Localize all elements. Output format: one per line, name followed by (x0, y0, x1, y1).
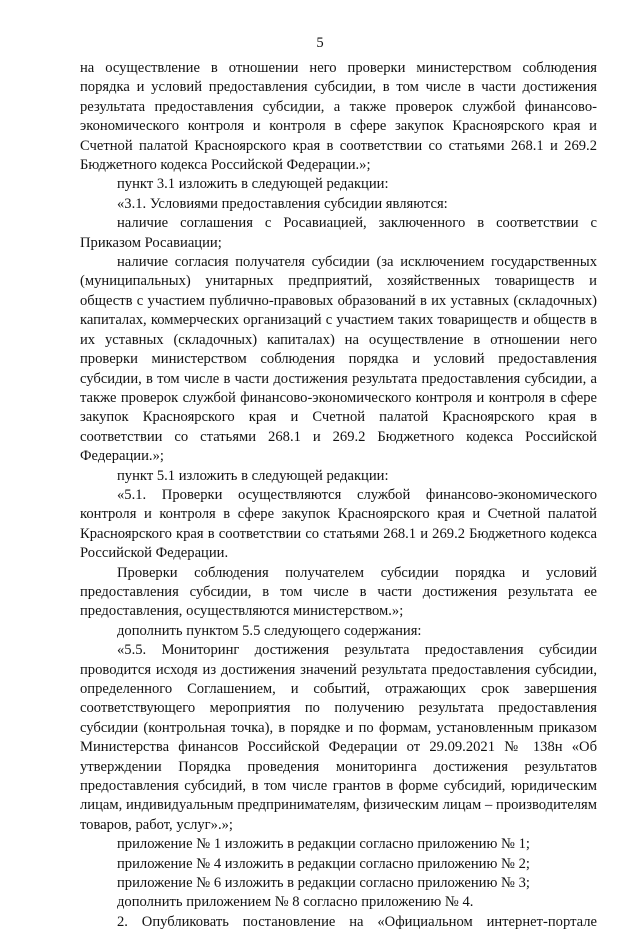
paragraph-9: дополнить пунктом 5.5 следующего содержания: (117, 622, 422, 639)
paragraph-3: «3.1. Условиями предоставления субсидии являются: (117, 195, 448, 212)
document-body (80, 59, 597, 932)
paragraph-14: дополнить приложением № 8 согласно приложению № 4. (117, 894, 474, 911)
paragraph-6: пункт 5.1 изложить в следующей редакции: (117, 467, 389, 484)
paragraph-12: приложение № 4 изложить в редакции согласно приложению № 2; (117, 855, 530, 872)
paragraph-1: на осуществление в отношении него проверки министерством соблюдения порядка и условий предоставления субсидии, в том числе в части достижения результата предоставления субсидии, а также проверок службой финансово-экономического контроля и контроля в сфере закупок Красноярского края и Счетной палатой Красноярского края в соответствии со статьями 268.1 и 269.2 Бюджетного кодекса Российской Федерации.»; (80, 60, 597, 174)
paragraph-8: Проверки соблюдения получателем субсидии порядка и условий предоставления субсидии, в том числе в части достижения результата ее предоставления, осуществляются министерством.»; (80, 564, 597, 620)
paragraph-5: наличие согласия получателя субсидии (за исключением государственных (муниципальных) унитарных предприятий, хозяйственных товариществ и обществ с участием публично-правовых образований в их уставных (складочных) капиталах, коммерческих организаций с участием таких товариществ и обществ в их уставных (складочных) капиталах) на осуществление в отношении него проверки министерством соблюдения порядка и условий предоставления субсидии, в том числе в части достижения результата предоставления субсидии, а также проверок службой финансово-экономического контроля и контроля в сфере закупок Красноярского края и Счетной палатой Красноярского края в соответствии со статьями 268.1 и 269.2 Бюджетного кодекса Российской Федерации.»; (80, 254, 597, 465)
paragraph-13: приложение № 6 изложить в редакции согласно приложению № 3; (117, 875, 530, 892)
paragraph-7: «5.1. Проверки осуществляются службой финансово-экономического контроля и контроля в сфере закупок Красноярского края и Счетной палатой Красноярского края в соответствии со статьями 268.1 и 269.2 Бюджетного кодекса Российской Федерации. (80, 486, 597, 562)
paragraph-4: наличие соглашения с Росавиацией, заключенного в соответствии с Приказом Росавиации; (80, 215, 597, 251)
paragraph-11: приложение № 1 изложить в редакции согласно приложению № 1; (117, 836, 530, 853)
paragraph-2: пункт 3.1 изложить в следующей редакции: (117, 176, 389, 193)
page-number: 5 (316, 35, 324, 51)
paragraph-10: «5.5. Мониторинг достижения результата предоставления субсидии проводится исходя из достижения значений результата предоставления субсидии, определенного Соглашением, и событий, отражающих срок завершения соответствующего мероприятия по получению результата предоставления субсидии (контрольная точка), в порядке и по формам, установленным приказом Министерства финансов Российской Федерации от 29.09.2021 № 138н «Об утверждении Порядка проведения мониторинга достижения результатов предоставления субсидий, в том числе грантов в форме субсидий, юридическим лицам, индивидуальным предпринимателям, физическим лицам – производителям товаров, работ, услуг».»; (80, 642, 597, 833)
paragraph-15: 2. Опубликовать постановление на «Официальном интернет-портале (117, 913, 597, 930)
